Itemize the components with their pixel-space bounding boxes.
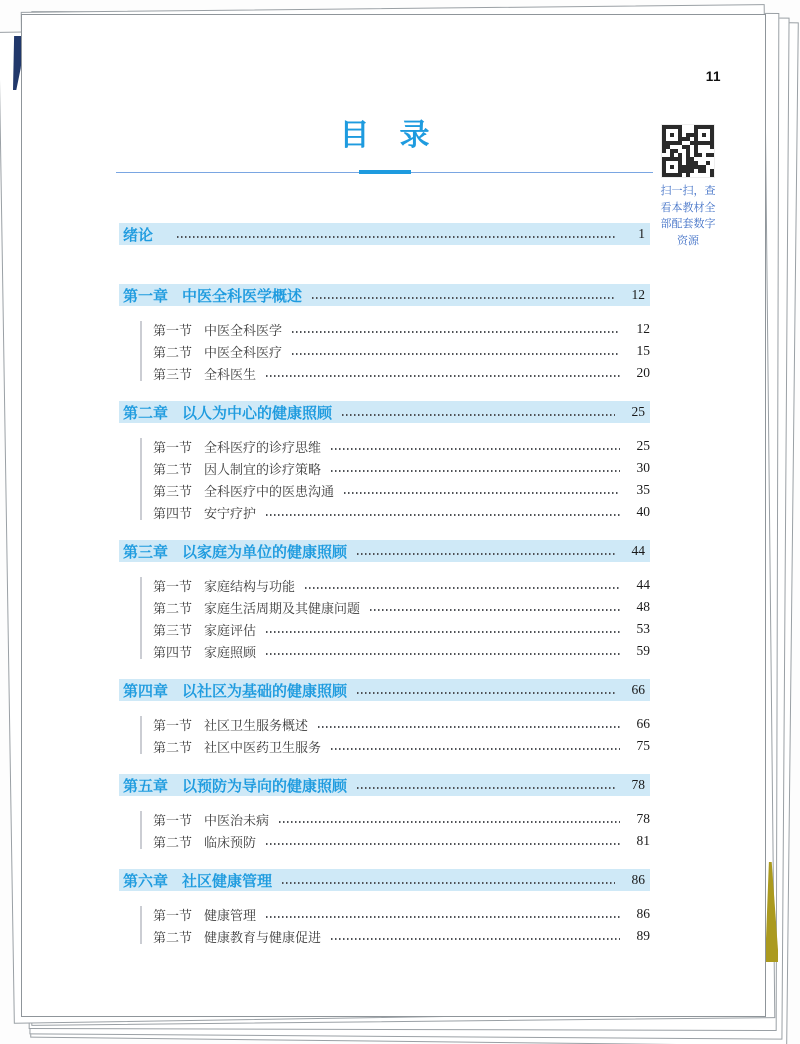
qr-caption-line: 看本教材全	[660, 201, 716, 214]
chapter-title: 以人为中心的健康照顾	[182, 404, 333, 422]
chapter-title: 以家庭为单位的健康照顾	[182, 543, 348, 561]
dot-leader	[357, 787, 615, 789]
section-row	[153, 713, 650, 735]
dot-leader	[370, 609, 620, 611]
dot-leader	[292, 353, 620, 355]
dot-leader	[312, 297, 615, 299]
section-page-number: 30	[636, 460, 650, 475]
section-title: 健康教育与健康促进	[204, 929, 322, 945]
chapter-number: 第三章	[123, 543, 169, 561]
dot-leader	[342, 414, 615, 416]
section-number: 第一节	[153, 717, 193, 733]
section-number: 第一节	[153, 322, 193, 338]
dot-leader	[318, 726, 620, 728]
section-row	[153, 479, 650, 501]
section-row	[153, 618, 650, 640]
section-number: 第三节	[153, 483, 193, 499]
chapter-row	[119, 774, 650, 796]
section-number: 第三节	[153, 366, 193, 382]
section-row	[153, 574, 650, 596]
section-title: 家庭生活周期及其健康问题	[204, 600, 361, 616]
dot-leader	[266, 631, 620, 633]
section-page-number: 20	[636, 365, 650, 380]
title-rule	[119, 171, 650, 175]
section-row	[153, 830, 650, 852]
dot-leader	[357, 553, 615, 555]
section-row	[153, 457, 650, 479]
dot-leader	[266, 514, 620, 516]
toc-page	[21, 14, 766, 1017]
intro-page-number: 1	[638, 226, 645, 241]
qr-panel	[654, 125, 722, 249]
section-number: 第二节	[153, 344, 193, 360]
chapter-page-number: 78	[631, 777, 645, 792]
dot-leader	[282, 882, 615, 884]
section-page-number: 25	[636, 438, 650, 453]
dot-leader	[266, 916, 620, 918]
section-list	[119, 713, 650, 757]
section-number: 第三节	[153, 622, 193, 638]
chapter-title: 社区健康管理	[182, 872, 273, 890]
section-row	[153, 435, 650, 457]
page-title: 目 录	[339, 119, 430, 152]
section-number: 第二节	[153, 929, 193, 945]
section-row	[153, 735, 650, 757]
dot-leader	[331, 938, 620, 940]
section-title: 中医治未病	[204, 812, 270, 828]
section-row	[153, 925, 650, 947]
section-title: 安宁疗护	[204, 505, 257, 521]
section-list	[119, 903, 650, 947]
chapter-row	[119, 284, 650, 306]
chapter-title: 以社区为基础的健康照顾	[182, 682, 348, 700]
dot-leader	[266, 653, 620, 655]
toc-content	[119, 15, 650, 947]
section-page-number: 89	[636, 928, 650, 943]
section-title: 全科医生	[204, 366, 257, 382]
section-list	[119, 435, 650, 523]
toc-chapter	[119, 540, 650, 662]
section-rail	[140, 716, 142, 754]
chapter-page-number: 86	[631, 872, 645, 887]
intro-row	[119, 223, 650, 245]
chapter-number: 第一章	[123, 287, 169, 305]
qr-caption-line: 资源	[677, 234, 699, 247]
section-page-number: 40	[636, 504, 650, 519]
toc-chapter	[119, 774, 650, 852]
section-title: 健康管理	[204, 907, 257, 923]
section-title: 家庭评估	[204, 622, 257, 638]
chapter-number: 第二章	[123, 404, 169, 422]
section-number: 第一节	[153, 907, 193, 923]
section-row	[153, 596, 650, 618]
qr-module	[710, 173, 714, 177]
section-title: 家庭结构与功能	[204, 578, 296, 594]
chapter-row	[119, 869, 650, 891]
dot-leader	[305, 587, 620, 589]
chapter-title: 中医全科医学概述	[182, 287, 303, 305]
chapter-row	[119, 679, 650, 701]
dot-leader	[331, 448, 620, 450]
chapter-number: 第四章	[123, 682, 169, 700]
section-list	[119, 808, 650, 852]
section-row	[153, 340, 650, 362]
section-number: 第四节	[153, 644, 193, 660]
section-title: 因人制宜的诊疗策略	[204, 461, 322, 477]
section-title: 全科医疗的诊疗思维	[204, 439, 322, 455]
section-number: 第一节	[153, 578, 193, 594]
chapter-number: 第六章	[123, 872, 169, 890]
chapter-page-number: 66	[631, 682, 645, 697]
section-row	[153, 318, 650, 340]
toc-chapter	[119, 401, 650, 523]
section-row	[153, 501, 650, 523]
dot-leader	[331, 470, 620, 472]
section-rail	[140, 438, 142, 520]
dot-leader	[266, 375, 620, 377]
section-list	[119, 318, 650, 384]
section-page-number: 44	[636, 577, 650, 592]
qr-caption-line: 扫一扫，查	[660, 185, 716, 197]
section-row	[153, 903, 650, 925]
section-number: 第四节	[153, 505, 193, 521]
section-page-number: 48	[636, 599, 650, 614]
section-page-number: 12	[636, 321, 650, 336]
chapter-page-number: 12	[631, 287, 645, 302]
section-page-number: 59	[636, 643, 650, 658]
qr-caption-line: 部配套数字	[660, 218, 716, 230]
section-page-number: 81	[636, 833, 650, 848]
section-number: 第二节	[153, 461, 193, 477]
qr-caption	[654, 183, 722, 249]
section-list	[119, 574, 650, 662]
section-page-number: 15	[636, 343, 650, 358]
toc-chapter	[119, 284, 650, 384]
section-rail	[140, 906, 142, 944]
section-rail	[140, 577, 142, 659]
qr-code-icon	[662, 125, 714, 177]
section-row	[153, 808, 650, 830]
section-rail	[140, 811, 142, 849]
chapter-row	[119, 401, 650, 423]
section-number: 第二节	[153, 600, 193, 616]
intro-label: 绪论	[123, 226, 154, 244]
section-page-number: 53	[636, 621, 650, 636]
section-title: 家庭照顾	[204, 644, 257, 660]
section-title: 中医全科医学	[204, 322, 283, 338]
section-title: 社区卫生服务概述	[204, 717, 309, 733]
dot-leader	[266, 843, 620, 845]
chapter-page-number: 25	[631, 404, 645, 419]
chapter-row	[119, 540, 650, 562]
section-title: 中医全科医疗	[204, 344, 283, 360]
dot-leader	[357, 692, 615, 694]
section-number: 第二节	[153, 834, 193, 850]
section-row	[153, 640, 650, 662]
chapter-page-number: 44	[631, 543, 645, 558]
section-number: 第二节	[153, 739, 193, 755]
dot-leader	[177, 236, 615, 238]
section-row	[153, 362, 650, 384]
dot-leader	[292, 331, 620, 333]
title-rule-accent	[359, 170, 411, 174]
section-page-number: 86	[636, 906, 650, 921]
section-title: 社区中医药卫生服务	[204, 739, 322, 755]
section-title: 临床预防	[204, 834, 257, 850]
toc-chapter	[119, 679, 650, 757]
section-rail	[140, 321, 142, 381]
page-number: 11	[705, 69, 721, 84]
section-page-number: 35	[636, 482, 650, 497]
section-page-number: 78	[636, 811, 650, 826]
section-number: 第一节	[153, 812, 193, 828]
dot-leader	[279, 821, 620, 823]
section-page-number: 75	[636, 738, 650, 753]
section-number: 第一节	[153, 439, 193, 455]
dot-leader	[344, 492, 620, 494]
chapter-number: 第五章	[123, 777, 169, 795]
toc-chapters	[119, 267, 650, 947]
toc-chapter	[119, 869, 650, 947]
dot-leader	[331, 748, 620, 750]
chapter-title: 以预防为导向的健康照顾	[182, 777, 348, 795]
section-title: 全科医疗中的医患沟通	[204, 483, 335, 499]
section-page-number: 66	[636, 716, 650, 731]
